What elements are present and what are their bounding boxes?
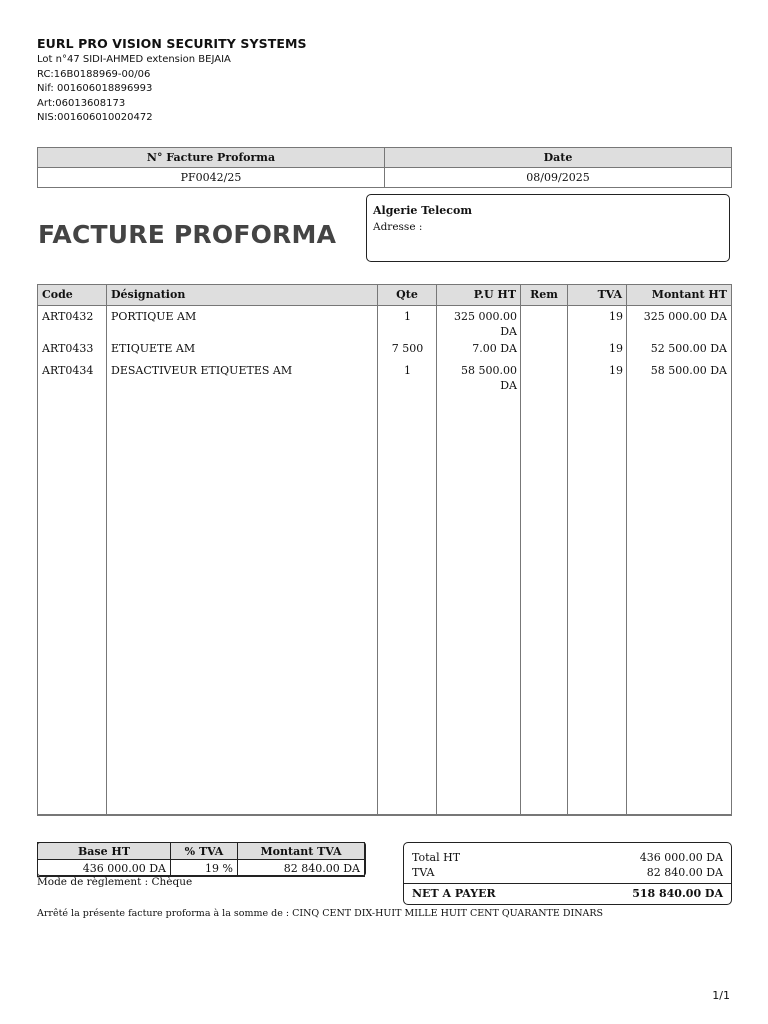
company-rc: RC:16B0188969-00/06 — [37, 68, 151, 80]
client-box — [366, 194, 730, 262]
header-qte: Qte — [378, 285, 437, 305]
items-header-row — [38, 285, 731, 306]
item-rem — [521, 363, 568, 385]
invoice-number: PF0042/25 — [38, 168, 385, 188]
header-montant-ht: Montant HT — [651, 288, 727, 301]
item-tva: 19 — [609, 364, 623, 377]
item-pu-line1: 325 000.00 — [454, 310, 517, 323]
header-pu-ht: P.U HT — [437, 285, 521, 305]
company-address: Lot n°47 SIDI-AHMED extension BEJAIA — [37, 54, 231, 65]
company-name: EURL PRO VISION SECURITY SYSTEMS — [37, 36, 307, 51]
items-table — [37, 284, 732, 816]
header-tva: TVA — [568, 285, 627, 305]
company-nif: Nif: 001606018896993 — [37, 83, 153, 94]
tva-header-base: Base HT — [38, 843, 171, 860]
tva-row — [404, 865, 731, 880]
company-header — [37, 36, 307, 126]
client-name: Algerie Telecom — [373, 204, 472, 217]
item-pu — [437, 309, 521, 341]
item-code: ART0432 — [42, 310, 94, 323]
totals-box — [403, 842, 732, 905]
company-nis: NIS:001606010020472 — [37, 112, 153, 123]
tva-value: 82 840.00 DA — [646, 866, 723, 879]
page-number: 1/1 — [712, 989, 730, 1002]
tva-header-rate: % TVA — [171, 843, 238, 860]
item-tva: 19 — [609, 310, 623, 323]
invoice-date: 08/09/2025 — [385, 168, 732, 188]
item-designation: PORTIQUE AM — [111, 310, 197, 323]
total-ht-label: Total HT — [412, 851, 461, 864]
company-art: Art:06013608173 — [37, 97, 126, 109]
client-address-label: Adresse : — [373, 221, 423, 233]
item-code: ART0434 — [42, 364, 94, 377]
net-a-payer-row — [404, 883, 731, 903]
table-row — [38, 309, 731, 341]
header-designation: Désignation — [107, 285, 378, 305]
invoice-date-label: Date — [385, 148, 732, 168]
total-ht-value: 436 000.00 DA — [639, 851, 723, 864]
items-rows — [38, 309, 731, 392]
amount-in-words: Arrêté la présente facture proforma à la somme de : CINQ CENT DIX-HUIT MILLE HUIT CENT QUARANTE DINARS — [37, 908, 604, 919]
item-pu-line2: DA — [500, 325, 517, 338]
tva-base: 436 000.00 DA — [38, 860, 171, 877]
item-qte: 7 500 — [391, 342, 424, 355]
document-title: FACTURE PROFORMA — [38, 220, 337, 249]
header-code: Code — [38, 285, 107, 305]
table-row — [38, 363, 731, 392]
tva-label: TVA — [412, 866, 435, 879]
total-ht-row — [404, 850, 731, 865]
tva-rate: 19 % — [171, 860, 238, 877]
item-designation: ETIQUETE AM — [111, 342, 196, 355]
tva-header-amount: Montant TVA — [238, 843, 365, 860]
net-label: NET A PAYER — [412, 887, 496, 900]
item-pu: 7.00 DA — [472, 342, 517, 355]
item-montant: 58 500.00 DA — [650, 364, 727, 377]
item-montant: 325 000.00 DA — [643, 310, 727, 323]
net-value: 518 840.00 DA — [632, 887, 723, 900]
table-row — [38, 341, 731, 363]
item-rem — [521, 341, 568, 363]
invoice-number-label: N° Facture Proforma — [38, 148, 385, 168]
payment-mode: Mode de règlement : Chèque — [37, 876, 193, 888]
item-tva: 19 — [609, 342, 623, 355]
item-designation: DESACTIVEUR ETIQUETES AM — [111, 364, 293, 377]
header-rem: Rem — [521, 285, 568, 305]
tva-summary-table — [37, 842, 365, 877]
item-qte: 1 — [404, 310, 411, 323]
tva-amount: 82 840.00 DA — [238, 860, 365, 877]
invoice-info-table — [37, 147, 732, 188]
item-montant: 52 500.00 DA — [650, 342, 727, 355]
item-code: ART0433 — [42, 342, 94, 355]
item-pu: 58 500.00 DA — [461, 364, 517, 392]
item-qte: 1 — [404, 364, 411, 377]
item-rem — [521, 309, 568, 341]
